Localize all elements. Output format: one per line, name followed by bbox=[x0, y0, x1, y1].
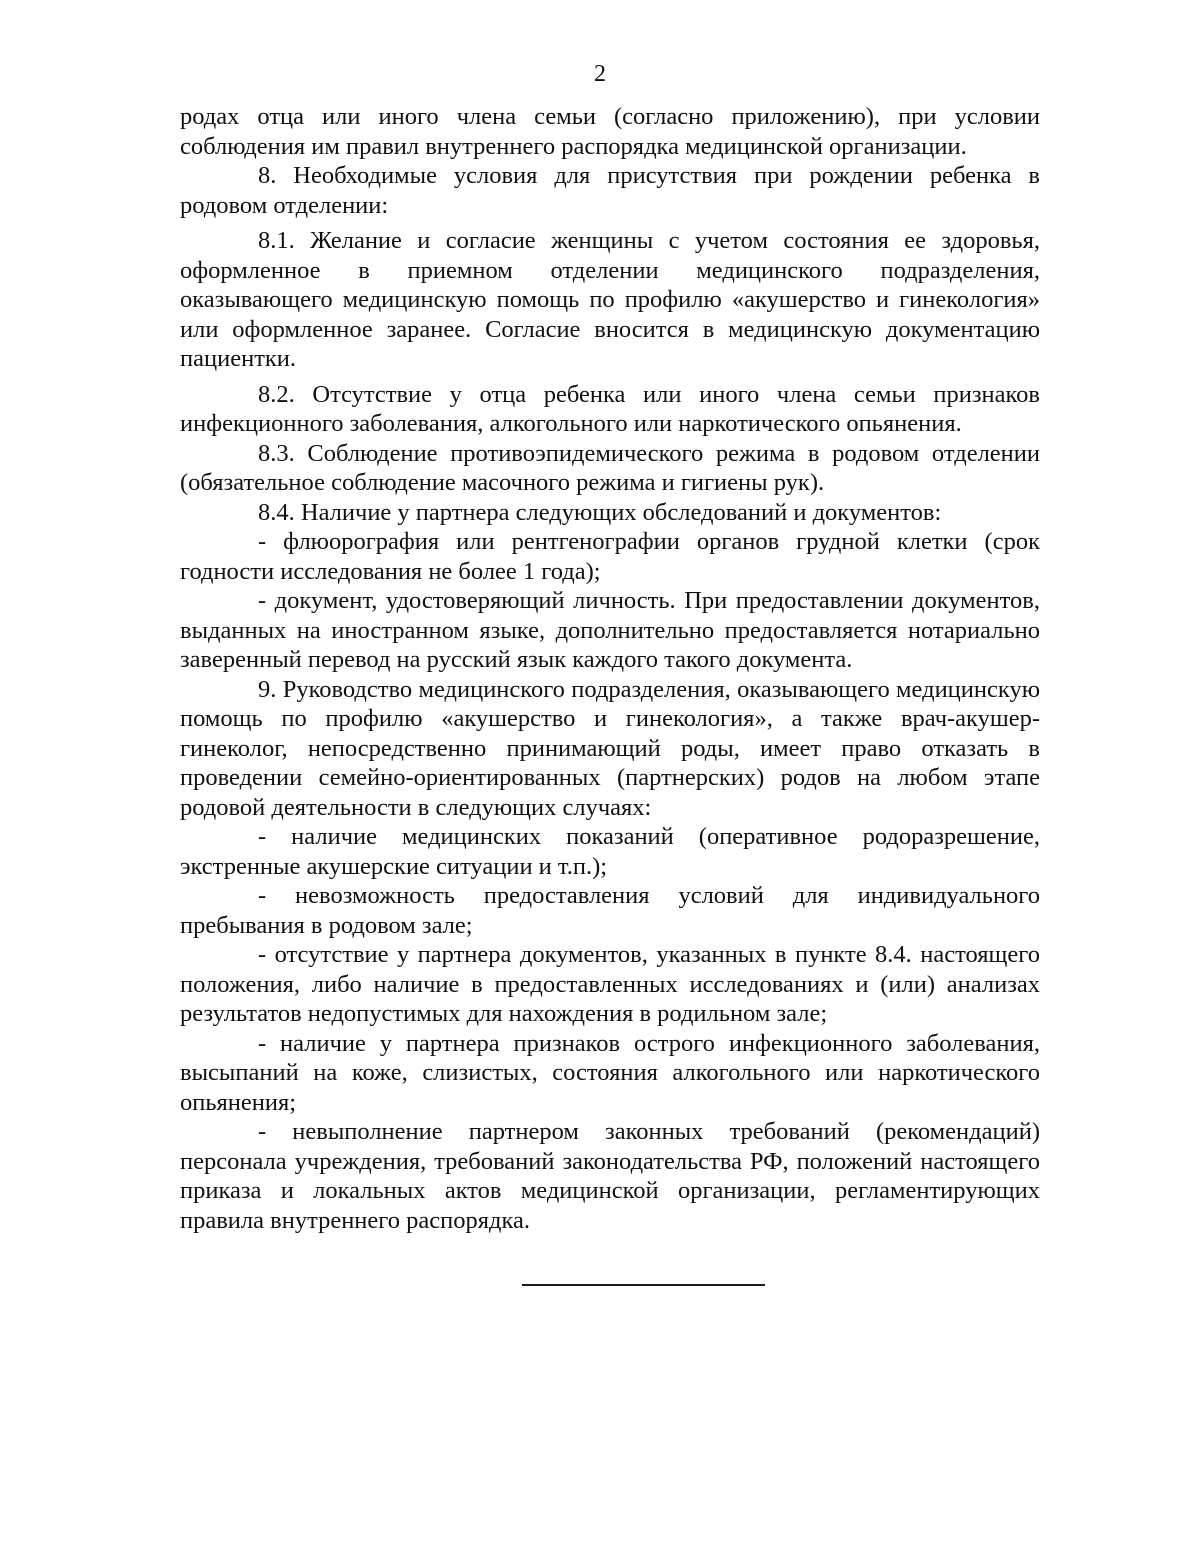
paragraph-item-8-4: 8.4. Наличие у партнера следующих обследований и документов: bbox=[258, 498, 942, 526]
list-item-fluorography: - флюорография или рентгенографии органов грудной клетки (срок годности исследования не более 1 года); bbox=[180, 528, 1040, 585]
paragraph-item-8-1: 8.1. Желание и согласие женщины с учетом состояния ее здоровья, оформленное в приемном отделении медицинского подразделения, оказывающего медицинскую помощь по профилю «акушерство и гинекология» или оформленное заранее. Согласие вносится в медицинскую документацию пациентки. bbox=[180, 227, 1040, 372]
list-item-identity-document: - документ, удостоверяющий личность. При предоставлении документов, выданных на иностранном языке, дополнительно предоставляется нотариально заверенный перевод на русский язык каждого такого документа. bbox=[180, 587, 1040, 673]
page-number: 2 bbox=[594, 61, 606, 87]
list-item-no-conditions: - невозможность предоставления условий для индивидуального пребывания в родовом зале; bbox=[180, 882, 1040, 939]
paragraph-continuation: родах отца или иного члена семьи (согласно приложению), при условии соблюдения им правил внутреннего распорядка медицинской организации. bbox=[180, 103, 1040, 160]
document-body bbox=[180, 102, 1040, 1235]
list-item-noncompliance: - невыполнение партнером законных требований (рекомендаций) персонала учреждения, требований законодательства РФ, положений настоящего приказа и локальных актов медицинской организации, регламентирующих правила внутреннего распорядка. bbox=[180, 1118, 1040, 1234]
paragraph-item-9: 9. Руководство медицинского подразделения, оказывающего медицинскую помощь по профилю «акушерство и гинекология», а также врач-акушер-гинеколог, непосредственно принимающий роды, имеет право отказать в проведении семейно-ориентированных (партнерских) родов на любом этапе родовой деятельности в следующих случаях: bbox=[180, 675, 1040, 821]
paragraph-item-8-2: 8.2. Отсутствие у отца ребенка или иного члена семьи признаков инфекционного заболевания, алкогольного или наркотического опьянения. bbox=[180, 380, 1040, 437]
list-item-missing-documents: - отсутствие у партнера документов, указанных в пункте 8.4. настоящего положения, либо наличие в предоставленных исследованиях и (или) анализах результатов недопустимых для нахождения в родильном зале; bbox=[180, 941, 1040, 1027]
list-item-infection-signs: - наличие у партнера признаков острого инфекционного заболевания, высыпаний на коже, слизистых, состояния алкогольного или наркотического опьянения; bbox=[180, 1029, 1040, 1116]
list-item-medical-indications: - наличие медицинских показаний (оперативное родоразрешение, экстренные акушерские ситуации и т.п.); bbox=[180, 823, 1040, 880]
end-of-document-rule bbox=[522, 1284, 765, 1286]
paragraph-item-8-3: 8.3. Соблюдение противоэпидемического режима в родовом отделении (обязательное соблюдение масочного режима и гигиены рук). bbox=[180, 439, 1040, 496]
paragraph-item-8: 8. Необходимые условия для присутствия при рождении ребенка в родовом отделении: bbox=[180, 162, 1040, 219]
